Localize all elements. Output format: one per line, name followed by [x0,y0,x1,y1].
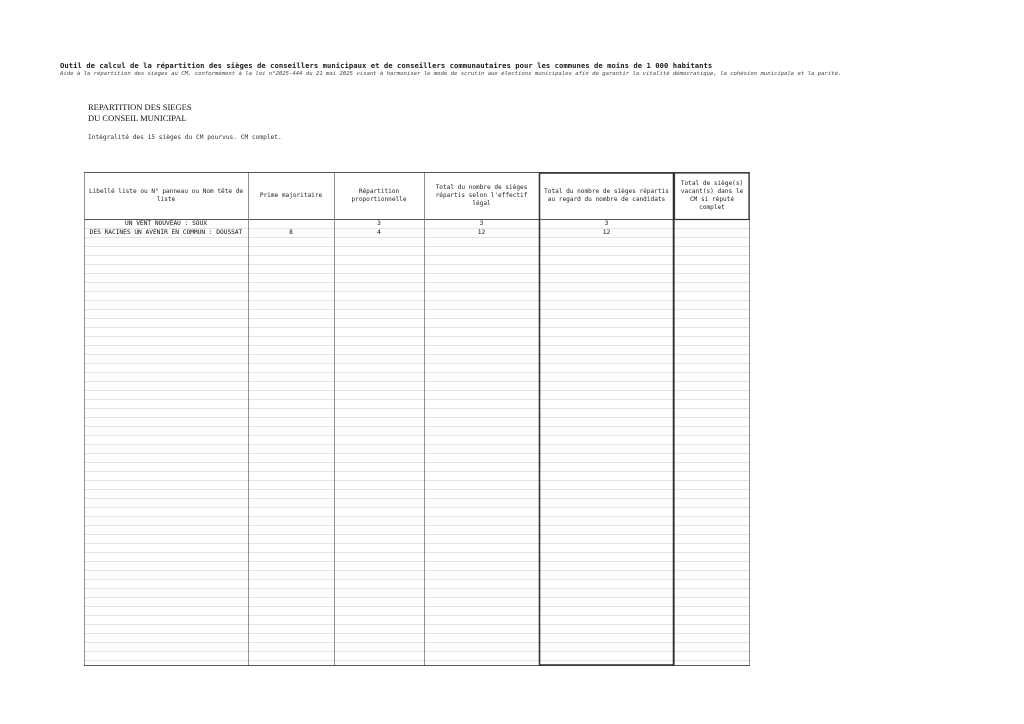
col-header-total-candidates: Total du nombre de sièges répartis au regard du nombre de candidats [544,187,669,203]
row2-prime: 8 [289,229,293,236]
row2-vacant [674,228,750,237]
council-status: Intégralité des 15 sièges du CM pourvus. CM complet. [88,134,282,141]
tool-title: Outil de calcul de la répartition des sièges de conseillers municipaux et de conseillers communautaires pour les communes de moins de 1 000 habitants [60,61,713,70]
col-header-vacant: Total de siège(s) vacant(s) dans le CM si réputé complet [680,179,744,211]
row1-vacant [674,219,750,228]
row2-total-legal: 12 [477,229,486,236]
row1-prime [248,219,334,228]
row2-total-candidates: 12 [602,229,611,236]
col-header-prime: Prime majoritaire [259,191,323,199]
table-grid-lines [84,172,750,666]
col-header-list-label: Libellé liste ou N° panneau ou Nom tête de liste [88,187,244,203]
row1-label: UN VENT NOUVEAU : SOUX [125,220,207,227]
section-title-line1: REPARTITION DES SIEGES [88,102,192,112]
seat-allocation-table [84,172,750,666]
row1-total-legal: 3 [479,220,484,227]
row1-total-candidates: 3 [604,220,609,227]
col-header-proportional: Répartition proportionnelle [351,187,407,203]
row1-proportional: 3 [377,220,381,227]
tool-subtitle: Aide à la répartition des sièges au CM, conformément à la loi n°2025-444 du 21 mai 2025 visant à harmoniser le mode de scrutin aux élections municipales afin de garantir la vitalité démocratique, la cohésion municipale et la parité. [60,71,842,77]
row2-label: DES RACINES UN AVENIR EN COMMUN : DOUSSAT [89,229,243,236]
section-title [88,102,192,124]
col-header-total-legal: Total du nombre de sièges répartis selon l'effectif légal [435,183,528,207]
row2-proportional: 4 [377,229,381,236]
candidates-column-frame [540,173,674,665]
section-title-line2: DU CONSEIL MUNICIPAL [88,113,187,123]
